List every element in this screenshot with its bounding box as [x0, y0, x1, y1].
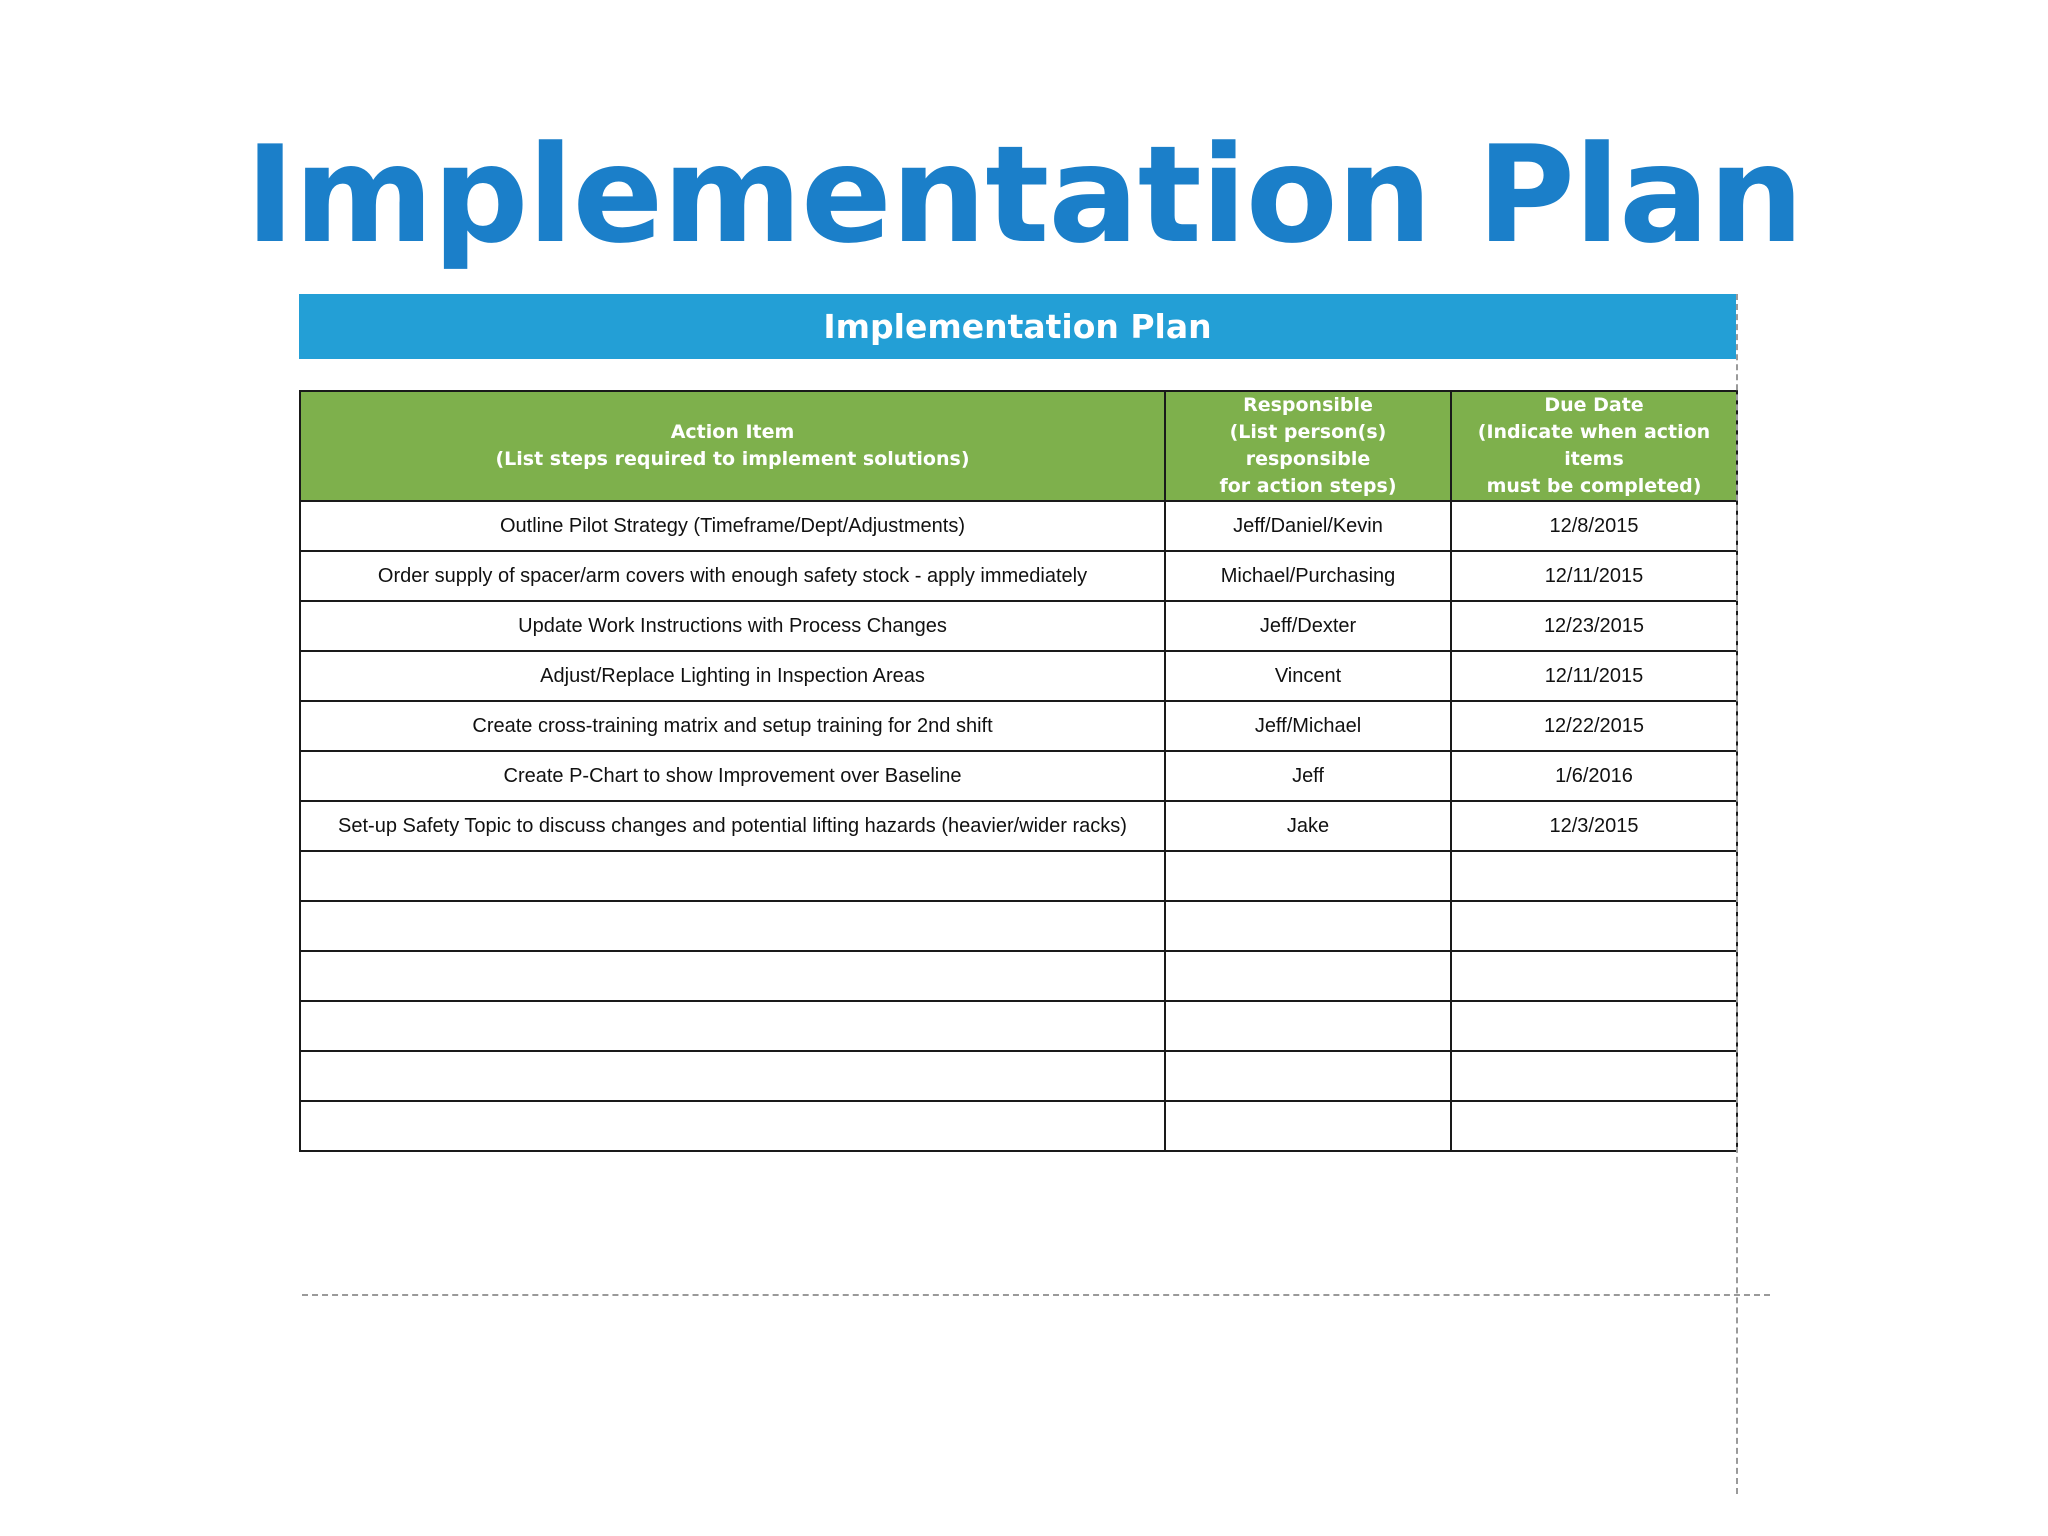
table-row: [300, 701, 1737, 751]
table-row: [300, 601, 1737, 651]
table-row-empty: [300, 901, 1737, 951]
responsible-cell: Jeff/Dexter: [1165, 601, 1451, 651]
responsible-cell: Jeff/Daniel/Kevin: [1165, 501, 1451, 551]
table-row-empty: [300, 1051, 1737, 1101]
action-item-cell: [300, 1101, 1165, 1151]
due-date-cell: 12/3/2015: [1451, 801, 1737, 851]
responsible-cell: [1165, 1101, 1451, 1151]
responsible-cell: Jeff: [1165, 751, 1451, 801]
page-title: Implementation Plan: [245, 117, 1803, 273]
due-date-cell: [1451, 1051, 1737, 1101]
table-row: [300, 751, 1737, 801]
section-banner: Implementation Plan: [299, 294, 1736, 359]
table-header-row: [300, 391, 1737, 501]
action-item-cell: Set-up Safety Topic to discuss changes and potential lifting hazards (heavier/wider racks): [300, 801, 1165, 851]
action-item-cell: Adjust/Replace Lighting in Inspection Areas: [300, 651, 1165, 701]
due-date-cell: [1451, 951, 1737, 1001]
action-item-cell: Create cross-training matrix and setup training for 2nd shift: [300, 701, 1165, 751]
due-date-cell: 1/6/2016: [1451, 751, 1737, 801]
action-item-cell: Outline Pilot Strategy (Timeframe/Dept/Adjustments): [300, 501, 1165, 551]
table-row: [300, 801, 1737, 851]
action-item-cell: Create P-Chart to show Improvement over Baseline: [300, 751, 1165, 801]
responsible-cell: Jake: [1165, 801, 1451, 851]
due-date-cell: 12/23/2015: [1451, 601, 1737, 651]
due-date-cell: [1451, 851, 1737, 901]
responsible-cell: Michael/Purchasing: [1165, 551, 1451, 601]
table-row: [300, 551, 1737, 601]
header-due-date: Due Date (Indicate when action items must be completed): [1451, 391, 1737, 501]
responsible-cell: [1165, 901, 1451, 951]
header-action-item: Action Item (List steps required to implement solutions): [300, 391, 1165, 501]
due-date-cell: 12/11/2015: [1451, 551, 1737, 601]
responsible-cell: [1165, 1001, 1451, 1051]
action-item-cell: [300, 1001, 1165, 1051]
action-item-cell: [300, 901, 1165, 951]
action-item-cell: [300, 951, 1165, 1001]
responsible-cell: Jeff/Michael: [1165, 701, 1451, 751]
action-item-cell: Order supply of spacer/arm covers with enough safety stock - apply immediately: [300, 551, 1165, 601]
due-date-cell: 12/8/2015: [1451, 501, 1737, 551]
table-row: [300, 651, 1737, 701]
due-date-cell: 12/11/2015: [1451, 651, 1737, 701]
action-item-cell: Update Work Instructions with Process Changes: [300, 601, 1165, 651]
header-responsible: Responsible (List person(s) responsible for action steps): [1165, 391, 1451, 501]
table-row-empty: [300, 1101, 1737, 1151]
page-break-horizontal: [302, 1294, 1770, 1296]
table-row-empty: [300, 1001, 1737, 1051]
responsible-cell: [1165, 1051, 1451, 1101]
responsible-cell: Vincent: [1165, 651, 1451, 701]
table-row-empty: [300, 951, 1737, 1001]
due-date-cell: 12/22/2015: [1451, 701, 1737, 751]
page-break-vertical: [1736, 294, 1738, 1494]
responsible-cell: [1165, 851, 1451, 901]
responsible-cell: [1165, 951, 1451, 1001]
due-date-cell: [1451, 1001, 1737, 1051]
table-row-empty: [300, 851, 1737, 901]
implementation-plan-table: [299, 390, 1738, 1152]
due-date-cell: [1451, 1101, 1737, 1151]
action-item-cell: [300, 851, 1165, 901]
action-item-cell: [300, 1051, 1165, 1101]
table-row: [300, 501, 1737, 551]
due-date-cell: [1451, 901, 1737, 951]
